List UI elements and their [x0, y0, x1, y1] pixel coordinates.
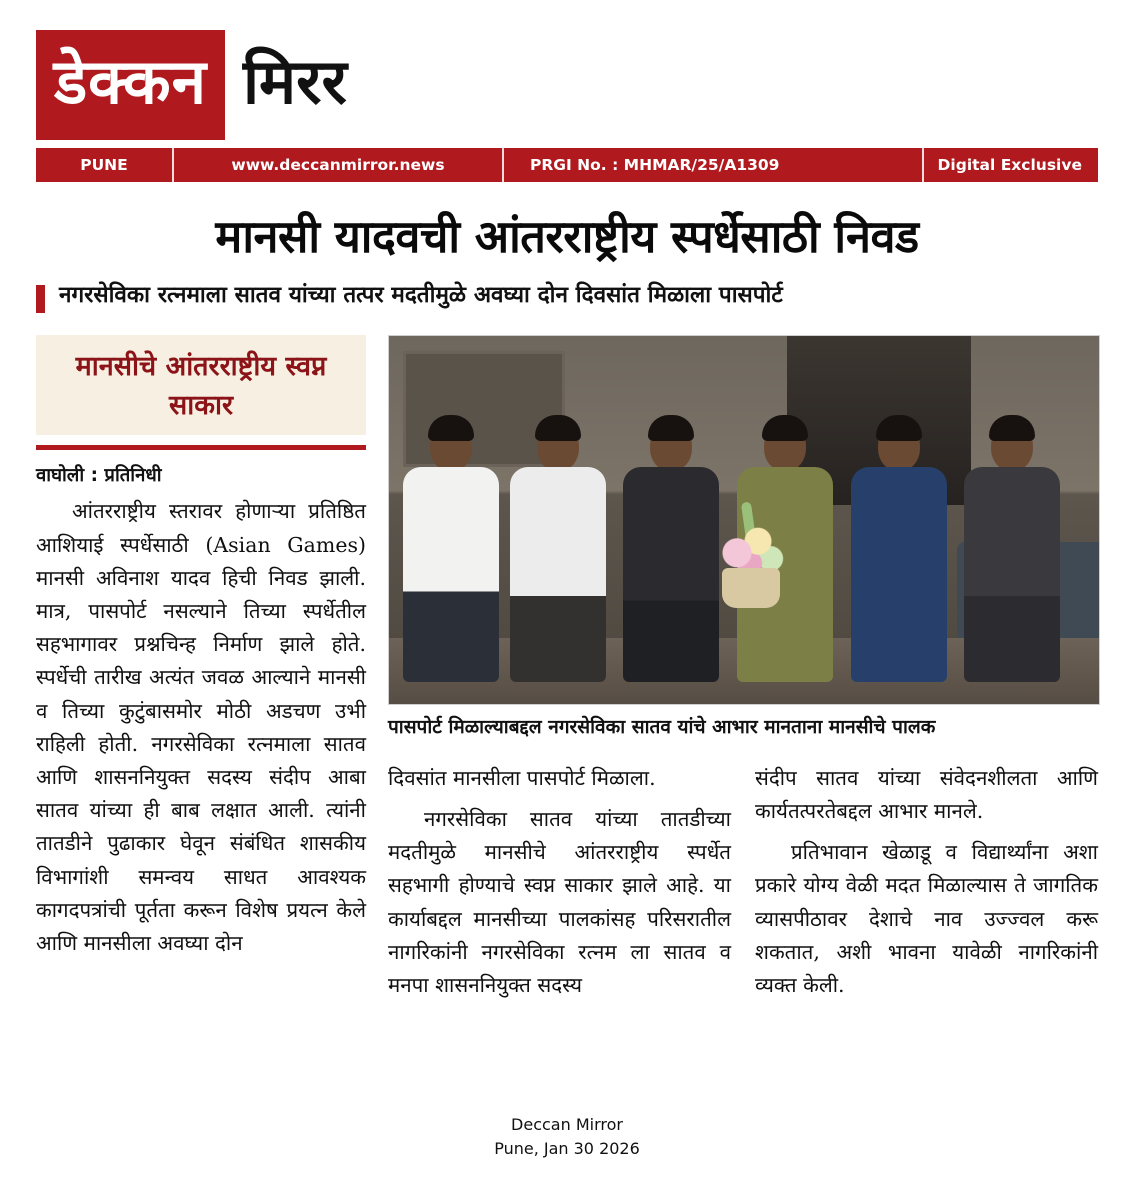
infobar-divider	[172, 148, 174, 182]
article-paragraph-2-head: दिवसांत मानसीला पासपोर्ट मिळाला.	[388, 765, 656, 790]
photo-person-head	[991, 421, 1033, 471]
photo-person-body	[851, 467, 947, 682]
masthead	[36, 30, 1098, 140]
article-photo	[388, 335, 1100, 705]
lower-column-right	[755, 754, 1098, 1002]
right-column	[388, 335, 1098, 1002]
article-dateline: वाघोली : प्रतिनिधी	[36, 465, 162, 487]
lower-columns	[388, 754, 1098, 1002]
photo-person-head	[650, 421, 692, 471]
photo-caption: पासपोर्ट मिळाल्याबद्दल नगरसेविका सातव यांचे आभार मानताना मानसीचे पालक	[388, 716, 936, 739]
subhead-accent-bar	[36, 285, 45, 313]
article-kicker: मानसीचे आंतरराष्ट्रीय स्वप्न साकार	[75, 351, 327, 422]
infobar-digital-exclusive: Digital Exclusive	[937, 156, 1082, 174]
masthead-infobar	[36, 148, 1098, 182]
photo-person-6	[964, 421, 1060, 682]
article-paragraph-3: संदीप सातव यांच्या संवेदनशीलता आणि कार्यतत्परतेबद्दल आभार मानले.	[755, 765, 1098, 823]
flower-basket-icon	[716, 512, 786, 608]
photo-person-5	[851, 421, 947, 682]
photo-person-head	[537, 421, 579, 471]
newspaper-page	[0, 30, 1134, 1195]
photo-person-body	[964, 467, 1060, 682]
infobar-divider	[922, 148, 924, 182]
article-subhead: नगरसेविका रत्नमाला सातव यांच्या तत्पर मदतीमुळे अवघ्या दोन दिवसांत मिळाला पासपोर्ट	[59, 282, 783, 309]
kicker-rule	[36, 445, 366, 450]
photo-person-2	[510, 421, 606, 682]
infobar-divider	[502, 148, 504, 182]
article-headline: मानसी यादवची आंतरराष्ट्रीय स्पर्धेसाठी निवड	[215, 210, 919, 263]
infobar-website[interactable]: www.deccanmirror.news	[231, 156, 445, 174]
article-subhead-row	[36, 281, 1098, 313]
photo-person-head	[878, 421, 920, 471]
kicker-box	[36, 335, 366, 435]
page-footer	[0, 1113, 1134, 1161]
footer-place-date: Pune, Jan 30 2026	[494, 1139, 640, 1158]
masthead-logo-main: डेक्कन	[36, 30, 225, 140]
footer-source: Deccan Mirror	[511, 1115, 623, 1134]
left-column	[36, 335, 366, 1002]
infobar-city: PUNE	[80, 156, 128, 174]
article-paragraph-1: आंतरराष्ट्रीय स्तरावर होणाऱ्या प्रतिष्ठित आशियाई स्पर्धेसाठी (Asian Games) मानसी अविनाश यादव हिची निवड झाली. मात्र, पासपोर्ट नसल्याने तिच्या स्पर्धेतील सहभागावर प्रश्नचिन्ह निर्माण झाले होते. स्पर्धेची तारीख अत्यंत जवळ आल्याने मानसी व तिच्या कुटुंबासमोर मोठी अडचण उभी राहिली होती. नगरसेविका रत्नमाला सातव आणि शासननियुक्त सदस्य संदीप आबा सातव यांच्या ही बाब लक्षात आली. त्यांनी तातडीने पुढाकार घेवून संबंधित शासकीय विभागांशी समन्वय साधत आवश्यक कागदपत्रांची पूर्तता करून विशेष प्रयत्न केले आणि मानसीला अवघ्या दोन	[36, 499, 366, 956]
infobar-prgi: PRGI No. : MHMAR/25/A1309	[530, 156, 780, 174]
photo-person-head	[764, 421, 806, 471]
article-paragraph-4: प्रतिभावान खेळाडू व विद्यार्थ्यांना अशा प्रकारे योग्य वेळी मदत मिळाल्यास ते जागतिक व्यासपीठावर देशाचे नाव उज्ज्वल करू शकतात, अशी भावना यावेळी नागरिकांनी व्यक्त केली.	[755, 840, 1098, 997]
photo-person-1	[403, 421, 499, 682]
article-paragraph-2: नगरसेविका सातव यांच्या तातडीच्या मदतीमुळे मानसीचे आंतरराष्ट्रीय स्पर्धेत सहभागी होण्याचे स्वप्न साकार झाले आहे. या कार्याबद्दल मानसीच्या पालकांसह परिसरातील नागरिकांनी नगरसेविका रत्नम ला सातव व मनपा शासननियुक्त सदस्य	[388, 806, 731, 997]
photo-person-head	[430, 421, 472, 471]
bouquet-basket	[722, 568, 780, 608]
photo-person-body	[510, 467, 606, 682]
article-body	[36, 335, 1098, 1002]
photo-person-3	[623, 421, 719, 682]
photo-person-body	[623, 467, 719, 682]
masthead-logo-sub: मिरर	[243, 45, 347, 118]
photo-person-body	[403, 467, 499, 682]
lower-column-left	[388, 754, 731, 1002]
